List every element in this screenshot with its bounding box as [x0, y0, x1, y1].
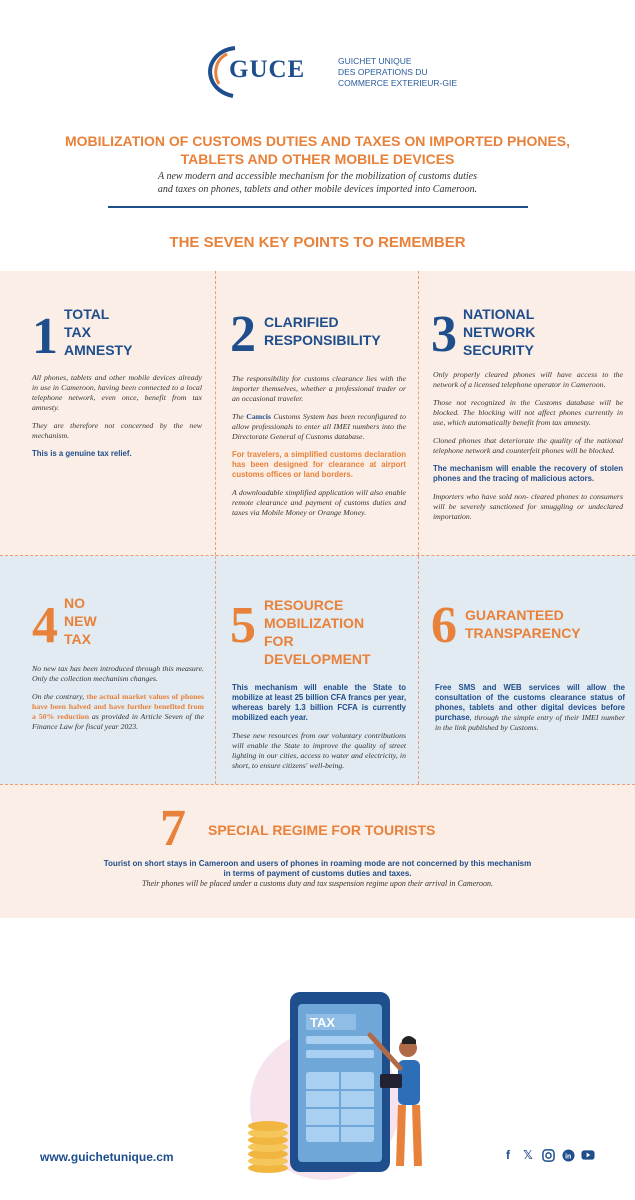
point-text: All phones, tablets and other mobile devices already in use in Cameroon, having been connected to a local telephone network, even once, benefit from tax amnesty. — [32, 373, 202, 412]
point-text: These new resources from our voluntary contributions will enable the State to improve the quality of street lighting in our cities, access to water and electricity, in short, to ensure citizens' well-being. — [232, 731, 406, 770]
point-text — [32, 692, 204, 732]
point-highlight: This is a genuine tax relief. — [32, 449, 132, 458]
point-title-line: MOBILIZATION — [264, 615, 365, 631]
logo-sub-line: GUICHET UNIQUE — [338, 56, 412, 66]
text-span: as provided in Article Seven of the Finance Law for fiscal year 2023. — [32, 712, 204, 731]
point-number: 3 — [431, 306, 457, 363]
point-title-line: TAX — [64, 631, 91, 647]
point-title: SPECIAL REGIME FOR TOURISTS — [208, 822, 436, 838]
point-highlight: Tourist on short stays in Cameroon and users of phones in roaming mode are not concerned by this mechanism — [103, 859, 532, 868]
camcis-label: Camcis — [246, 412, 271, 421]
point-title-line: NO — [64, 595, 85, 611]
logo-sub-line: DES OPERATIONS DU — [338, 67, 428, 77]
social-icons — [501, 1148, 595, 1162]
point-text — [232, 412, 406, 442]
point-highlight: For travelers, a simplified customs declaration has been designed for clearance at airport customs offices or land borders. — [232, 450, 406, 479]
header-divider — [108, 206, 528, 208]
website-link[interactable]: www.guichetunique.cm — [40, 1150, 174, 1164]
point-body — [32, 664, 204, 740]
point-text: Importers who have sold non- cleared phones to consumers will be severely sanctioned for smuggling or undeclared importation. — [433, 492, 623, 521]
point-body — [232, 683, 406, 779]
point-text: No new tax has been introduced through this measure. Only the collection mechanism changes. — [32, 664, 204, 683]
point-title-line: AMNESTY — [64, 342, 133, 358]
point-title — [64, 305, 132, 359]
youtube-icon[interactable] — [581, 1148, 595, 1162]
guce-wordmark: GUCE — [229, 56, 306, 83]
points-row-1 — [0, 271, 635, 556]
point-body — [232, 374, 406, 526]
svg-text:in: in — [564, 1152, 571, 1160]
point-title-line: FOR — [264, 633, 294, 649]
point-body — [435, 683, 625, 741]
main-title-line: MOBILIZATION OF CUSTOMS DUTIES AND TAXES ON IMPORTED PHONES, — [64, 133, 571, 149]
linkedin-icon[interactable] — [561, 1148, 575, 1162]
point-text: Cloned phones that deteriorate the quality of the national telephone network and counterfeit phones will be blocked. — [433, 436, 623, 455]
point-title-line: NEW — [64, 613, 97, 629]
main-title-line: TABLETS AND OTHER MOBILE DEVICES — [180, 151, 455, 167]
intro-line: and taxes on phones, tablets and other mobile devices imported into Cameroon. — [157, 184, 478, 195]
point-title-line: RESOURCE — [264, 597, 344, 613]
point-title-line: NATIONAL — [463, 306, 535, 322]
tax-phone-illustration — [230, 980, 430, 1180]
point-title-line: RESPONSIBILITY — [264, 332, 381, 348]
main-title — [20, 132, 615, 168]
point-text: A downloadable simplified application will also enable remote clearance and payment of customs duties and taxes via Mobile Money or Orange Money. — [232, 488, 406, 517]
point-5-card — [215, 556, 418, 784]
point-body — [32, 373, 202, 467]
point-1-card — [0, 271, 215, 555]
point-3-card — [418, 271, 635, 555]
point-title-line: TOTAL — [64, 306, 110, 322]
point-title-line: GUARANTEED — [465, 607, 564, 623]
point-title — [264, 596, 371, 668]
instagram-glyph — [542, 1149, 555, 1162]
linkedin-glyph — [562, 1149, 575, 1162]
point-7-card — [0, 784, 635, 918]
point-title — [64, 594, 97, 648]
key-points-title: THE SEVEN KEY POINTS TO REMEMBER — [169, 234, 466, 251]
point-highlight: This mechanism will enable the State to mobilize at least 25 billion CFA francs per year, whereas barely 1.3 billion FCFA is currently mobilized each year. — [232, 683, 406, 722]
instagram-icon[interactable] — [541, 1148, 555, 1162]
point-number: 5 — [230, 597, 256, 654]
text-span: , through the simple entry of their IMEI number in the link published by Customs. — [435, 713, 625, 732]
point-number: 1 — [32, 308, 58, 365]
point-text: Their phones will be placed under a customs duty and tax suspension regime upon their arrival in Cameroon. — [142, 879, 493, 888]
point-title-line: SECURITY — [463, 342, 534, 358]
logo-sub-line: COMMERCE EXTERIEUR-GIE — [338, 78, 458, 88]
tax-label: TAX — [310, 1015, 336, 1030]
guce-subtitle — [338, 56, 457, 89]
point-number: 4 — [32, 597, 58, 654]
point-title-line: DEVELOPMENT — [264, 651, 371, 667]
point-number: 2 — [230, 306, 256, 363]
point-6-card — [418, 556, 635, 784]
text-highlight: the actual market values of phones have been halved and have further benefited from a 50% reduction — [32, 692, 205, 721]
text-highlight: Free SMS and WEB services will allow the consultation of the customs clearance status of phones, tablets and other digital devices before purchase — [435, 683, 625, 722]
point-title — [463, 305, 535, 359]
point-text: The responsibility for customs clearance lies with the importer themselves, whether a professional trader or an occasional traveler. — [232, 374, 406, 403]
point-number: 6 — [431, 597, 457, 654]
x-icon[interactable]: 𝕏 — [523, 1148, 533, 1162]
guce-logo — [205, 44, 458, 100]
point-number: 7 — [160, 800, 186, 857]
point-highlight: The mechanism will enable the recovery of stolen phones and the tracing of malicious actors. — [433, 464, 623, 483]
text-span: On the contrary, — [32, 692, 87, 701]
point-body — [433, 370, 623, 530]
point-title-line: TRANSPARENCY — [465, 625, 581, 641]
intro-line: A new modern and accessible mechanism for the mobilization of customs duties — [158, 171, 477, 182]
point-body — [80, 859, 555, 889]
point-text: Those not recognized in the Customs database will be blocked. The blocking will not affect phones currently in use, which automatically benefit from tax amnesty. — [433, 398, 623, 427]
facebook-icon[interactable]: f — [506, 1148, 510, 1162]
point-title-line: NETWORK — [463, 324, 536, 340]
point-title-line: CLARIFIED — [264, 314, 339, 330]
point-text: They are therefore not concerned by the new mechanism. — [32, 421, 202, 440]
text-span: The — [232, 412, 247, 421]
point-highlight: in terms of payment of customs duties and taxes. — [223, 869, 412, 878]
point-title-line: TAX — [64, 324, 91, 340]
point-title — [465, 606, 581, 642]
point-text — [435, 683, 625, 733]
point-4-card — [0, 556, 215, 784]
text-span: Customs System has been reconfigured to allow professionals to enter all IMEI numbers into the Directorate General of Customs database. — [232, 412, 406, 441]
point-text: Only properly cleared phones will have access to the network of a licensed telephone operator in Cameroon. — [433, 370, 623, 389]
point-title — [264, 313, 381, 349]
youtube-glyph — [581, 1149, 595, 1161]
intro-text — [100, 170, 535, 196]
points-row-2 — [0, 556, 635, 784]
point-2-card — [215, 271, 418, 555]
